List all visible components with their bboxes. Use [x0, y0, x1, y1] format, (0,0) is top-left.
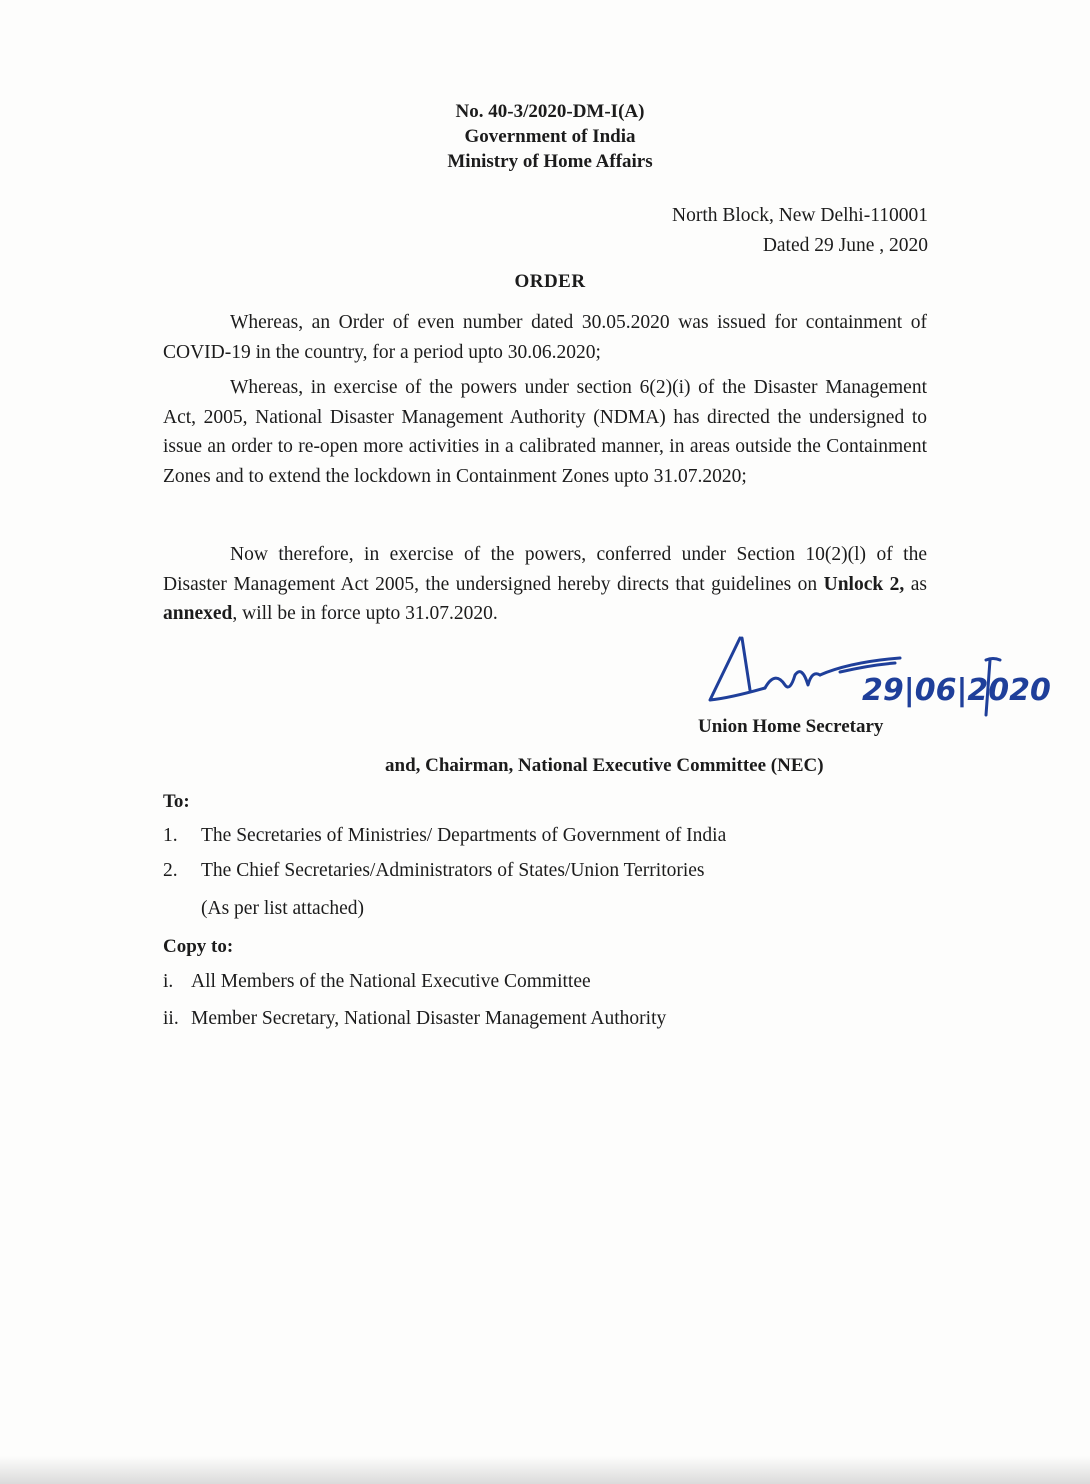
to-label: To:	[163, 791, 190, 812]
paragraph-3-mid: as	[904, 573, 927, 595]
paragraph-3-start: Now therefore, in exercise of the powers, conferred under Section 10(2)(l) of the Disaster Management Act 2005, the undersigned hereby directs that guidelines on	[163, 544, 927, 595]
annexed-text: annexed	[163, 603, 233, 624]
order-title: ORDER	[514, 271, 586, 292]
to-item-1	[163, 825, 726, 847]
document-date: Dated 29 June , 2020	[762, 235, 928, 256]
page-bottom-edge	[0, 1456, 1090, 1484]
handwritten-date: 29|06|2020	[862, 673, 1051, 708]
copy-item-text: All Members of the National Executive Committee	[191, 971, 591, 992]
document-header	[300, 99, 800, 174]
paragraph-1: Whereas, an Order of even number dated 30.05.2020 was issued for containment of COVID-19 in the country, for a period upto 30.06.2020;	[163, 312, 927, 363]
address-block	[672, 201, 928, 261]
copy-item-text: Member Secretary, National Disaster Management Authority	[191, 1008, 667, 1029]
signatory-designation: and, Chairman, National Executive Committee (NEC)	[385, 755, 824, 776]
paragraph-3-end: , will be in force upto 31.07.2020.	[232, 603, 498, 624]
to-item-number: 1.	[163, 825, 178, 846]
copy-to-item-1	[163, 971, 591, 993]
to-item-2	[163, 860, 705, 882]
copy-to-item-2	[163, 1008, 666, 1030]
copy-item-number: i.	[163, 971, 174, 992]
to-item-text: The Chief Secretaries/Administrators of States/Union Territories	[201, 860, 705, 881]
handwritten-signature	[690, 630, 1060, 720]
to-item-number: 2.	[163, 860, 178, 881]
ministry-name: Ministry of Home Affairs	[447, 151, 653, 172]
signatory-title: Union Home Secretary	[698, 716, 884, 737]
address-location: North Block, New Delhi-110001	[672, 205, 928, 226]
paragraph-3	[163, 540, 927, 629]
order-number: No. 40-3/2020-DM-I(A)	[455, 101, 645, 122]
paragraph-2: Whereas, in exercise of the powers under section 6(2)(i) of the Disaster Management Act, 2005, National Disaster Management Authority (NDMA) has directed the undersigned to issue an order to re-open more activities in a calibrated manner, in areas outside the Containment Zones and to extend the lockdown in Containment Zones upto 31.07.2020;	[163, 377, 927, 487]
government-name: Government of India	[464, 126, 636, 147]
unlock-2-text: Unlock 2,	[823, 573, 905, 595]
copy-to-label: Copy to:	[163, 936, 234, 957]
to-list-note: (As per list attached)	[201, 898, 364, 919]
copy-item-number: ii.	[163, 1008, 179, 1029]
to-item-text: The Secretaries of Ministries/ Departments of Government of India	[201, 825, 727, 846]
